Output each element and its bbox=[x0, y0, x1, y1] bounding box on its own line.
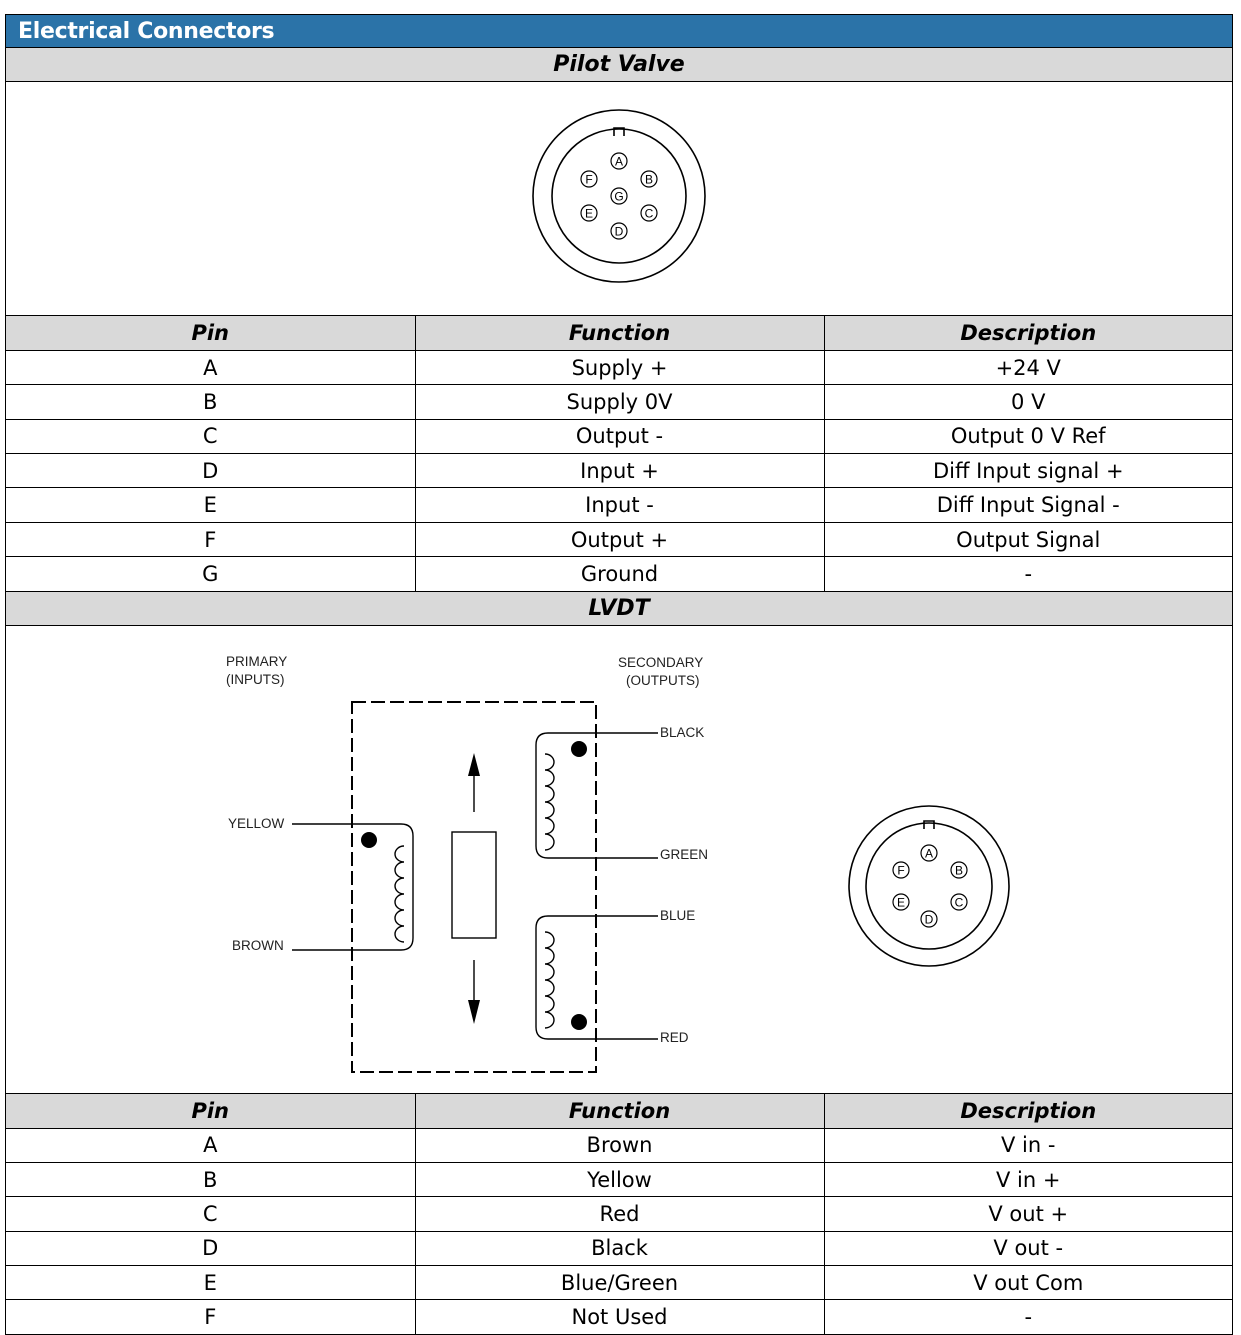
document-title: Electrical Connectors bbox=[6, 15, 1232, 48]
pilot-valve-connector-diagram bbox=[6, 82, 1231, 314]
pin-cell: C bbox=[6, 1197, 415, 1231]
description-cell: +24 V bbox=[824, 350, 1232, 384]
pin-f-label: F bbox=[585, 172, 593, 187]
lvdt-pin-table bbox=[6, 1094, 1232, 1335]
function-cell: Supply + bbox=[415, 350, 824, 384]
pilot-valve-pin-table bbox=[6, 316, 1232, 592]
function-cell: Yellow bbox=[415, 1162, 824, 1196]
description-cell: V out Com bbox=[824, 1266, 1232, 1300]
lvdt-wiring-diagram bbox=[6, 626, 1231, 1092]
pin-cell: F bbox=[6, 1300, 415, 1334]
description-cell: V out - bbox=[824, 1231, 1232, 1265]
wire-label-green: GREEN bbox=[660, 846, 709, 862]
column-header-description: Description bbox=[824, 1094, 1232, 1128]
table-row bbox=[6, 419, 1232, 453]
lvdt-heading: LVDT bbox=[6, 592, 1232, 626]
function-cell: Supply 0V bbox=[415, 385, 824, 419]
function-cell: Output - bbox=[415, 419, 824, 453]
lvdt-pin-c-label: C bbox=[954, 895, 964, 910]
electrical-connectors-document bbox=[5, 14, 1233, 1335]
description-cell: V out + bbox=[824, 1197, 1232, 1231]
primary-label: PRIMARY bbox=[226, 653, 288, 669]
pin-cell: B bbox=[6, 1162, 415, 1196]
secondary-bottom-polarity-dot bbox=[571, 1014, 587, 1030]
table-row bbox=[6, 350, 1232, 384]
column-header-description: Description bbox=[824, 316, 1232, 350]
pin-cell: A bbox=[6, 1128, 415, 1162]
pin-cell: G bbox=[6, 557, 415, 591]
table-row bbox=[6, 557, 1232, 591]
column-header-function: Function bbox=[415, 1094, 824, 1128]
pin-c-label: C bbox=[644, 206, 654, 221]
lvdt-pin-f-label: F bbox=[897, 863, 905, 878]
lvdt-core bbox=[452, 832, 496, 938]
description-cell: 0 V bbox=[824, 385, 1232, 419]
lvdt-figure bbox=[6, 626, 1232, 1094]
arrow-up-icon bbox=[468, 753, 480, 776]
arrow-down-icon bbox=[468, 1000, 480, 1024]
function-cell: Black bbox=[415, 1231, 824, 1265]
wire-label-black: BLACK bbox=[660, 724, 705, 740]
table-row bbox=[6, 1266, 1232, 1300]
pin-cell: C bbox=[6, 419, 415, 453]
description-cell: V in - bbox=[824, 1128, 1232, 1162]
function-cell: Not Used bbox=[415, 1300, 824, 1334]
function-cell: Output + bbox=[415, 522, 824, 556]
pin-a-label: A bbox=[614, 154, 624, 169]
column-header-function: Function bbox=[415, 316, 824, 350]
secondary-label: SECONDARY bbox=[618, 654, 704, 670]
wire-label-red: RED bbox=[660, 1029, 689, 1045]
function-cell: Ground bbox=[415, 557, 824, 591]
table-row bbox=[6, 1231, 1232, 1265]
pin-cell: A bbox=[6, 350, 415, 384]
lvdt-pin-d-label: D bbox=[924, 912, 934, 927]
table-row bbox=[6, 1197, 1232, 1231]
secondary-outputs-label: (OUTPUTS) bbox=[626, 672, 700, 688]
pilot-valve-heading: Pilot Valve bbox=[6, 48, 1232, 82]
pin-cell: D bbox=[6, 454, 415, 488]
table-row bbox=[6, 1128, 1232, 1162]
table-row bbox=[6, 385, 1232, 419]
description-cell: Output Signal bbox=[824, 522, 1232, 556]
lvdt-pin-e-label: E bbox=[896, 895, 906, 910]
table-header-row bbox=[6, 316, 1232, 350]
table-row bbox=[6, 488, 1232, 522]
table-row bbox=[6, 1162, 1232, 1196]
lvdt-pin-b-label: B bbox=[954, 863, 964, 878]
function-cell: Red bbox=[415, 1197, 824, 1231]
pin-cell: E bbox=[6, 488, 415, 522]
lvdt-connector-inner-ring bbox=[866, 823, 992, 949]
table-row bbox=[6, 522, 1232, 556]
pin-d-label: D bbox=[614, 224, 624, 239]
description-cell: Output 0 V Ref bbox=[824, 419, 1232, 453]
wire-label-brown: BROWN bbox=[232, 937, 284, 953]
description-cell: - bbox=[824, 1300, 1232, 1334]
wire-label-yellow: YELLOW bbox=[228, 815, 285, 831]
primary-polarity-dot bbox=[361, 832, 377, 848]
table-row bbox=[6, 454, 1232, 488]
description-cell: V in + bbox=[824, 1162, 1232, 1196]
function-cell: Input + bbox=[415, 454, 824, 488]
lvdt-connector-outer-ring bbox=[849, 806, 1009, 966]
description-cell: Diff Input Signal - bbox=[824, 488, 1232, 522]
pin-b-label: B bbox=[644, 172, 654, 187]
secondary-top-polarity-dot bbox=[571, 741, 587, 757]
column-header-pin: Pin bbox=[6, 1094, 415, 1128]
pin-cell: D bbox=[6, 1231, 415, 1265]
function-cell: Input - bbox=[415, 488, 824, 522]
function-cell: Blue/Green bbox=[415, 1266, 824, 1300]
description-cell: - bbox=[824, 557, 1232, 591]
pin-e-label: E bbox=[584, 206, 594, 221]
table-header-row bbox=[6, 1094, 1232, 1128]
pilot-valve-connector-figure bbox=[6, 82, 1232, 316]
lvdt-pin-a-label: A bbox=[924, 846, 934, 861]
table-row bbox=[6, 1300, 1232, 1334]
pin-cell: E bbox=[6, 1266, 415, 1300]
pin-g-label: G bbox=[614, 189, 624, 204]
description-cell: Diff Input signal + bbox=[824, 454, 1232, 488]
pin-cell: F bbox=[6, 522, 415, 556]
pin-cell: B bbox=[6, 385, 415, 419]
column-header-pin: Pin bbox=[6, 316, 415, 350]
function-cell: Brown bbox=[415, 1128, 824, 1162]
wire-label-blue: BLUE bbox=[660, 907, 696, 923]
primary-inputs-label: (INPUTS) bbox=[226, 671, 285, 687]
